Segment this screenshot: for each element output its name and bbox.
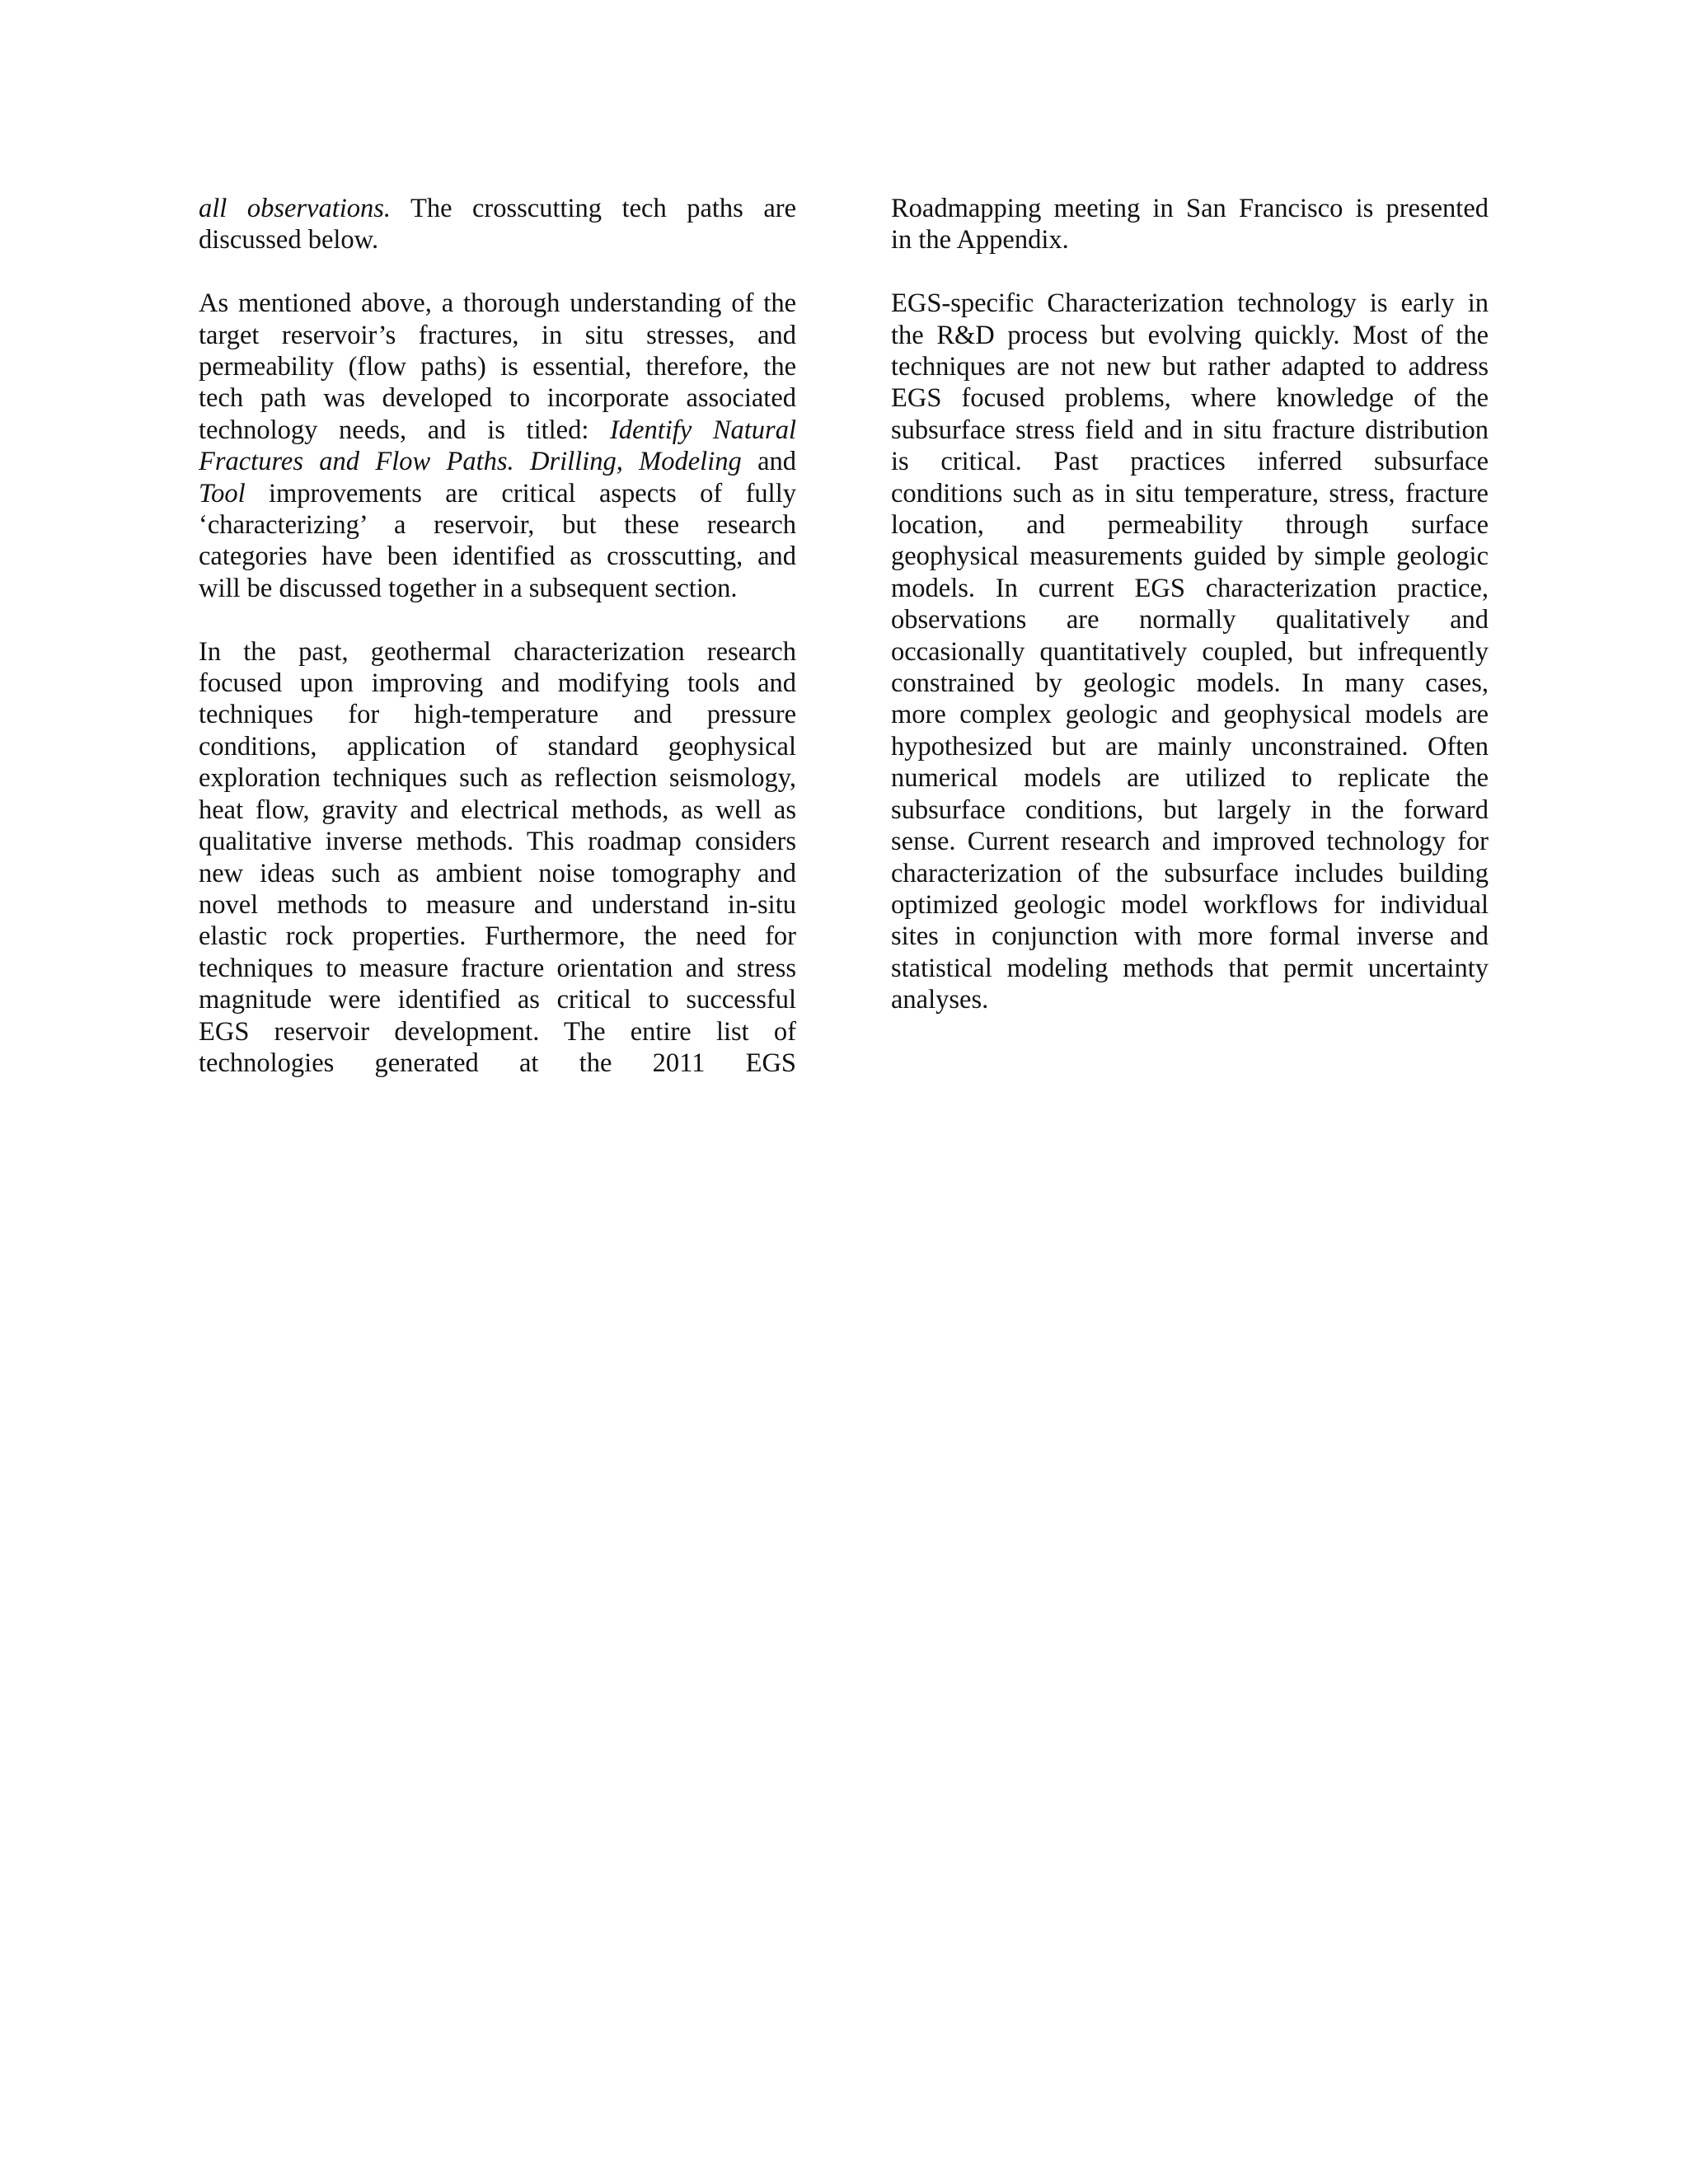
text-line: EGS focused problems, where knowledge of the [891,383,1489,414]
text-line: exploration techniques such as reflection seismology, [199,763,796,794]
text-line: new ideas such as ambient noise tomography and [199,858,796,888]
left-column [199,193,796,1079]
text-run [514,447,530,476]
text-line: in the Appendix. [891,225,1069,255]
text-line: techniques are not new but rather adapted to address [891,352,1489,382]
text-line: techniques to measure fracture orientation and stress [199,953,796,983]
text-line: discussed below. [199,225,379,255]
text-line: geophysical measurements guided by simple geologic [891,541,1489,572]
italic-phrase: all observations. [199,194,392,223]
text-line: will be discussed together in a subsequent section. [199,573,738,603]
text-line: numerical models are utilized to replicate the [891,763,1489,794]
paragraph-reservoir-understanding [199,288,796,604]
text-line: heat flow, gravity and electrical methods, as well as [199,794,796,825]
text-line: analyses. [891,985,989,1015]
text-run: and [741,447,797,477]
text-line: tech path was developed to incorporate associated [199,383,796,414]
text-line: qualitative inverse methods. This roadmap considers [199,827,796,857]
text-line: conditions, application of standard geophysical [199,731,796,762]
text-line: As mentioned above, a thorough understanding of the [199,288,796,319]
text-line: In the past, geothermal characterization research [199,636,796,667]
paragraph-appendix-reference [891,193,1489,256]
text-line: optimized geologic model workflows for individual [891,889,1489,920]
text-line: hypothesized but are mainly unconstrained. Often [891,731,1489,762]
text-line: subsurface stress field and in situ fracture distribution [891,415,1489,445]
italic-phrase: Tool [199,478,246,509]
text-line: focused upon improving and modifying tools and [199,668,796,699]
text-line: is critical. Past practices inferred subsurface [891,447,1489,477]
text-line: constrained by geologic models. In many cases, [891,668,1489,699]
text-line: sites in conjunction with more formal inverse and [891,921,1489,952]
text-line: observations are normally qualitatively and [891,605,1489,635]
text-line: categories have been identified as crosscutting, and [199,541,796,572]
right-column [891,193,1489,1016]
text-line: conditions such as in situ temperature, stress, fracture [891,478,1489,509]
text-line: location, and permeability through surface [891,510,1489,541]
text-line: more complex geologic and geophysical models are [891,700,1489,730]
text-line: models. In current EGS characterization practice, [891,573,1489,603]
text-line [199,193,796,224]
text-line: target reservoir’s fractures, in situ stresses, and [199,320,796,350]
text-line: novel methods to measure and understand in-situ [199,889,796,920]
text-line: technologies generated at the 2011 EGS [199,1047,796,1078]
paragraph-crosscutting-intro [199,193,796,256]
text-line [199,478,796,509]
text-line: techniques for high-temperature and pressure [199,700,796,730]
text-line: Roadmapping meeting in San Francisco is presented [891,194,1489,223]
text-line: occasionally quantitatively coupled, but infrequently [891,636,1489,667]
text-line: permeability (flow paths) is essential, therefore, the [199,352,796,382]
text-line: elastic rock properties. Furthermore, the need for [199,921,796,952]
text-line: EGS reservoir development. The entire list of [199,1016,796,1047]
text-line: characterization of the subsurface includes building [891,858,1489,888]
italic-phrase: Identify Natural [609,415,796,445]
italic-phrase: Drilling, Modeling [530,447,742,477]
paragraph-past-research [199,636,796,1080]
text-run: improvements are critical aspects of fully [245,478,796,509]
text-line [199,446,796,477]
text-line: magnitude were identified as critical to successful [199,985,796,1015]
paragraph-egs-characterization [891,288,1489,1015]
text-line [199,415,796,446]
text-run: technology needs, and is titled: [199,415,610,445]
text-line: subsurface conditions, but largely in the forward [891,794,1489,825]
text-line: EGS-specific Characterization technology is early in [891,288,1489,319]
italic-phrase: Fractures and Flow Paths. [199,447,514,477]
text-line: statistical modeling methods that permit uncertainty [891,953,1489,983]
text-run: The crosscutting tech paths are [391,194,796,223]
text-line: the R&D process but evolving quickly. Most of the [891,320,1489,350]
text-line: sense. Current research and improved technology for [891,827,1489,857]
text-line: ‘characterizing’ a reservoir, but these research [199,510,796,541]
